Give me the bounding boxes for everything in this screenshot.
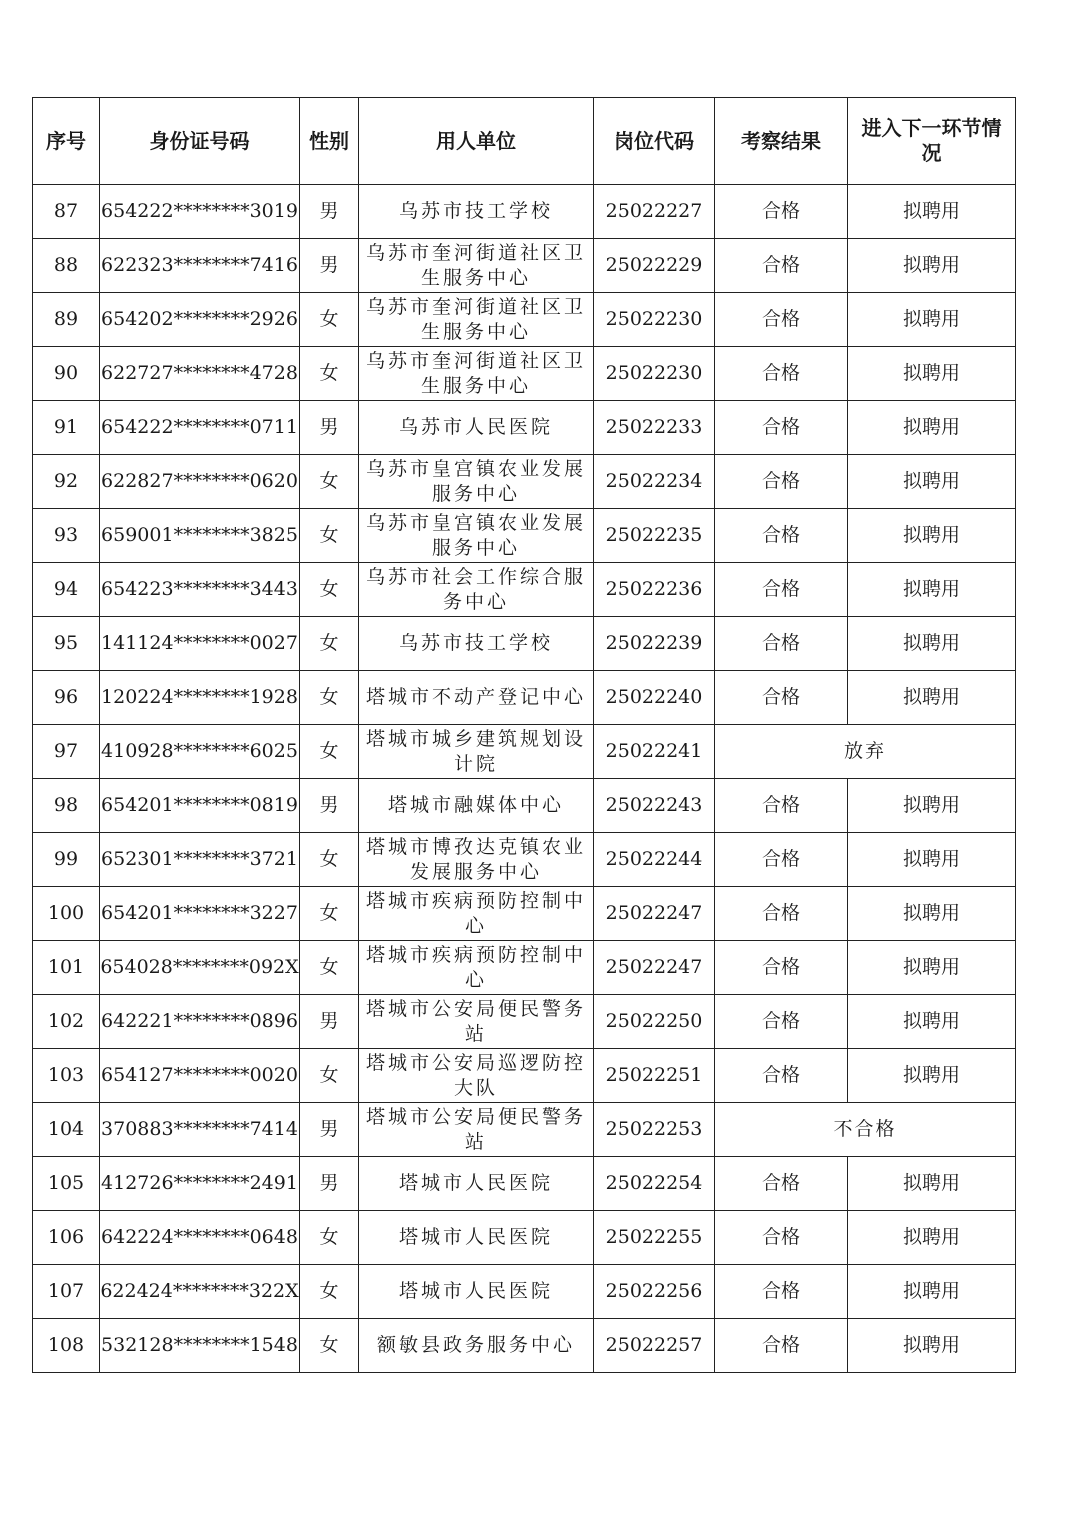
table-body xyxy=(33,185,1016,1373)
row-post-code: 25022239 xyxy=(594,617,715,671)
table-row xyxy=(33,293,1016,347)
row-inspection-result: 合格 xyxy=(715,455,848,509)
row-gender: 女 xyxy=(300,347,359,401)
table-row xyxy=(33,1319,1016,1373)
row-employer-unit: 乌苏市奎河街道社区卫生服务中心 xyxy=(359,347,594,401)
row-inspection-result: 合格 xyxy=(715,995,848,1049)
row-id-number: 654222********0711 xyxy=(100,401,300,455)
row-inspection-result: 合格 xyxy=(715,239,848,293)
row-gender: 女 xyxy=(300,455,359,509)
row-gender: 女 xyxy=(300,563,359,617)
row-seq: 91 xyxy=(33,401,100,455)
table-row xyxy=(33,563,1016,617)
table-row xyxy=(33,1103,1016,1157)
table-row xyxy=(33,1049,1016,1103)
row-post-code: 25022229 xyxy=(594,239,715,293)
row-id-number: 654223********3443 xyxy=(100,563,300,617)
row-id-number: 654028********092X xyxy=(100,941,300,995)
row-employer-unit: 塔城市博孜达克镇农业发展服务中心 xyxy=(359,833,594,887)
row-gender: 男 xyxy=(300,779,359,833)
row-post-code: 25022240 xyxy=(594,671,715,725)
row-id-number: 622727********4728 xyxy=(100,347,300,401)
row-id-number: 659001********3825 xyxy=(100,509,300,563)
row-seq: 104 xyxy=(33,1103,100,1157)
row-employer-unit: 乌苏市技工学校 xyxy=(359,185,594,239)
row-id-number: 412726********2491 xyxy=(100,1157,300,1211)
row-id-number: 654222********3019 xyxy=(100,185,300,239)
table-row xyxy=(33,347,1016,401)
row-employer-unit: 塔城市疾病预防控制中心 xyxy=(359,887,594,941)
row-inspection-result: 合格 xyxy=(715,401,848,455)
row-next-stage: 拟聘用 xyxy=(848,833,1016,887)
row-next-stage: 拟聘用 xyxy=(848,1319,1016,1373)
row-next-stage: 拟聘用 xyxy=(848,779,1016,833)
header-id-number: 身份证号码 xyxy=(100,98,300,185)
row-gender: 女 xyxy=(300,1049,359,1103)
row-seq: 94 xyxy=(33,563,100,617)
row-post-code: 25022250 xyxy=(594,995,715,1049)
row-next-stage: 拟聘用 xyxy=(848,617,1016,671)
row-gender: 男 xyxy=(300,185,359,239)
table-row xyxy=(33,617,1016,671)
row-employer-unit: 乌苏市奎河街道社区卫生服务中心 xyxy=(359,239,594,293)
row-employer-unit: 乌苏市技工学校 xyxy=(359,617,594,671)
row-gender: 男 xyxy=(300,401,359,455)
row-post-code: 25022257 xyxy=(594,1319,715,1373)
row-id-number: 654201********0819 xyxy=(100,779,300,833)
row-post-code: 25022247 xyxy=(594,941,715,995)
row-merged-status: 不合格 xyxy=(715,1103,1016,1157)
table-row xyxy=(33,239,1016,293)
table-row xyxy=(33,941,1016,995)
row-inspection-result: 合格 xyxy=(715,941,848,995)
row-post-code: 25022255 xyxy=(594,1211,715,1265)
table-row xyxy=(33,995,1016,1049)
row-employer-unit: 乌苏市皇宫镇农业发展服务中心 xyxy=(359,455,594,509)
row-seq: 89 xyxy=(33,293,100,347)
row-employer-unit: 塔城市不动产登记中心 xyxy=(359,671,594,725)
row-gender: 女 xyxy=(300,1211,359,1265)
row-employer-unit: 塔城市人民医院 xyxy=(359,1157,594,1211)
row-post-code: 25022244 xyxy=(594,833,715,887)
row-seq: 100 xyxy=(33,887,100,941)
row-next-stage: 拟聘用 xyxy=(848,239,1016,293)
table-row xyxy=(33,509,1016,563)
table-row xyxy=(33,401,1016,455)
row-id-number: 652301********3721 xyxy=(100,833,300,887)
table-row xyxy=(33,833,1016,887)
row-post-code: 25022230 xyxy=(594,293,715,347)
row-gender: 女 xyxy=(300,671,359,725)
row-employer-unit: 塔城市人民医院 xyxy=(359,1211,594,1265)
row-inspection-result: 合格 xyxy=(715,563,848,617)
row-employer-unit: 额敏县政务服务中心 xyxy=(359,1319,594,1373)
row-seq: 101 xyxy=(33,941,100,995)
row-next-stage: 拟聘用 xyxy=(848,1049,1016,1103)
header-row xyxy=(33,98,1016,185)
recruitment-results-table xyxy=(32,97,1016,1373)
row-gender: 男 xyxy=(300,1157,359,1211)
row-next-stage: 拟聘用 xyxy=(848,1211,1016,1265)
row-employer-unit: 乌苏市皇宫镇农业发展服务中心 xyxy=(359,509,594,563)
row-id-number: 532128********1548 xyxy=(100,1319,300,1373)
row-seq: 95 xyxy=(33,617,100,671)
row-employer-unit: 乌苏市奎河街道社区卫生服务中心 xyxy=(359,293,594,347)
table-row xyxy=(33,1211,1016,1265)
row-inspection-result: 合格 xyxy=(715,293,848,347)
header-employer-unit: 用人单位 xyxy=(359,98,594,185)
row-post-code: 25022251 xyxy=(594,1049,715,1103)
row-id-number: 654127********0020 xyxy=(100,1049,300,1103)
row-post-code: 25022253 xyxy=(594,1103,715,1157)
row-employer-unit: 塔城市公安局便民警务站 xyxy=(359,1103,594,1157)
row-gender: 女 xyxy=(300,1319,359,1373)
row-next-stage: 拟聘用 xyxy=(848,995,1016,1049)
header-gender: 性别 xyxy=(300,98,359,185)
row-seq: 103 xyxy=(33,1049,100,1103)
row-next-stage: 拟聘用 xyxy=(848,347,1016,401)
row-seq: 105 xyxy=(33,1157,100,1211)
row-seq: 88 xyxy=(33,239,100,293)
row-inspection-result: 合格 xyxy=(715,347,848,401)
row-id-number: 120224********1928 xyxy=(100,671,300,725)
row-post-code: 25022243 xyxy=(594,779,715,833)
row-gender: 男 xyxy=(300,1103,359,1157)
row-gender: 女 xyxy=(300,293,359,347)
row-next-stage: 拟聘用 xyxy=(848,941,1016,995)
row-post-code: 25022227 xyxy=(594,185,715,239)
row-id-number: 622424********322X xyxy=(100,1265,300,1319)
row-id-number: 654202********2926 xyxy=(100,293,300,347)
table-row xyxy=(33,185,1016,239)
table-row xyxy=(33,455,1016,509)
row-gender: 女 xyxy=(300,509,359,563)
row-gender: 女 xyxy=(300,833,359,887)
row-post-code: 25022235 xyxy=(594,509,715,563)
row-post-code: 25022236 xyxy=(594,563,715,617)
row-id-number: 141124********0027 xyxy=(100,617,300,671)
row-seq: 97 xyxy=(33,725,100,779)
row-next-stage: 拟聘用 xyxy=(848,509,1016,563)
row-post-code: 25022256 xyxy=(594,1265,715,1319)
row-post-code: 25022230 xyxy=(594,347,715,401)
row-merged-status: 放弃 xyxy=(715,725,1016,779)
row-employer-unit: 塔城市城乡建筑规划设计院 xyxy=(359,725,594,779)
row-id-number: 642224********0648 xyxy=(100,1211,300,1265)
row-seq: 90 xyxy=(33,347,100,401)
row-inspection-result: 合格 xyxy=(715,1211,848,1265)
row-inspection-result: 合格 xyxy=(715,509,848,563)
row-employer-unit: 塔城市人民医院 xyxy=(359,1265,594,1319)
row-post-code: 25022233 xyxy=(594,401,715,455)
row-post-code: 25022247 xyxy=(594,887,715,941)
row-id-number: 642221********0896 xyxy=(100,995,300,1049)
row-next-stage: 拟聘用 xyxy=(848,455,1016,509)
row-seq: 92 xyxy=(33,455,100,509)
row-employer-unit: 塔城市融媒体中心 xyxy=(359,779,594,833)
row-seq: 93 xyxy=(33,509,100,563)
header-seq: 序号 xyxy=(33,98,100,185)
table-row xyxy=(33,887,1016,941)
row-inspection-result: 合格 xyxy=(715,185,848,239)
row-gender: 男 xyxy=(300,239,359,293)
row-seq: 107 xyxy=(33,1265,100,1319)
table-row xyxy=(33,1157,1016,1211)
row-id-number: 622827********0620 xyxy=(100,455,300,509)
row-gender: 女 xyxy=(300,617,359,671)
table-row xyxy=(33,779,1016,833)
table-row xyxy=(33,1265,1016,1319)
row-inspection-result: 合格 xyxy=(715,1319,848,1373)
row-seq: 87 xyxy=(33,185,100,239)
row-employer-unit: 乌苏市人民医院 xyxy=(359,401,594,455)
row-employer-unit: 塔城市疾病预防控制中心 xyxy=(359,941,594,995)
table-row xyxy=(33,725,1016,779)
row-post-code: 25022254 xyxy=(594,1157,715,1211)
row-inspection-result: 合格 xyxy=(715,779,848,833)
row-id-number: 622323********7416 xyxy=(100,239,300,293)
row-gender: 女 xyxy=(300,1265,359,1319)
row-next-stage: 拟聘用 xyxy=(848,401,1016,455)
row-post-code: 25022234 xyxy=(594,455,715,509)
row-post-code: 25022241 xyxy=(594,725,715,779)
row-gender: 男 xyxy=(300,995,359,1049)
row-seq: 96 xyxy=(33,671,100,725)
row-next-stage: 拟聘用 xyxy=(848,185,1016,239)
row-employer-unit: 乌苏市社会工作综合服务中心 xyxy=(359,563,594,617)
row-seq: 106 xyxy=(33,1211,100,1265)
row-inspection-result: 合格 xyxy=(715,833,848,887)
row-inspection-result: 合格 xyxy=(715,1049,848,1103)
row-employer-unit: 塔城市公安局巡逻防控大队 xyxy=(359,1049,594,1103)
header-post-code: 岗位代码 xyxy=(594,98,715,185)
header-inspection-result: 考察结果 xyxy=(715,98,848,185)
row-seq: 108 xyxy=(33,1319,100,1373)
row-seq: 102 xyxy=(33,995,100,1049)
row-id-number: 410928********6025 xyxy=(100,725,300,779)
row-inspection-result: 合格 xyxy=(715,1157,848,1211)
row-gender: 女 xyxy=(300,887,359,941)
row-seq: 99 xyxy=(33,833,100,887)
row-next-stage: 拟聘用 xyxy=(848,887,1016,941)
row-next-stage: 拟聘用 xyxy=(848,1157,1016,1211)
row-inspection-result: 合格 xyxy=(715,1265,848,1319)
row-next-stage: 拟聘用 xyxy=(848,293,1016,347)
row-id-number: 654201********3227 xyxy=(100,887,300,941)
row-employer-unit: 塔城市公安局便民警务站 xyxy=(359,995,594,1049)
row-inspection-result: 合格 xyxy=(715,617,848,671)
row-inspection-result: 合格 xyxy=(715,887,848,941)
row-next-stage: 拟聘用 xyxy=(848,671,1016,725)
row-inspection-result: 合格 xyxy=(715,671,848,725)
row-next-stage: 拟聘用 xyxy=(848,563,1016,617)
row-next-stage: 拟聘用 xyxy=(848,1265,1016,1319)
header-next-stage: 进入下一环节情况 xyxy=(848,98,1016,185)
row-gender: 女 xyxy=(300,725,359,779)
row-gender: 女 xyxy=(300,941,359,995)
table-row xyxy=(33,671,1016,725)
row-id-number: 370883********7414 xyxy=(100,1103,300,1157)
row-seq: 98 xyxy=(33,779,100,833)
